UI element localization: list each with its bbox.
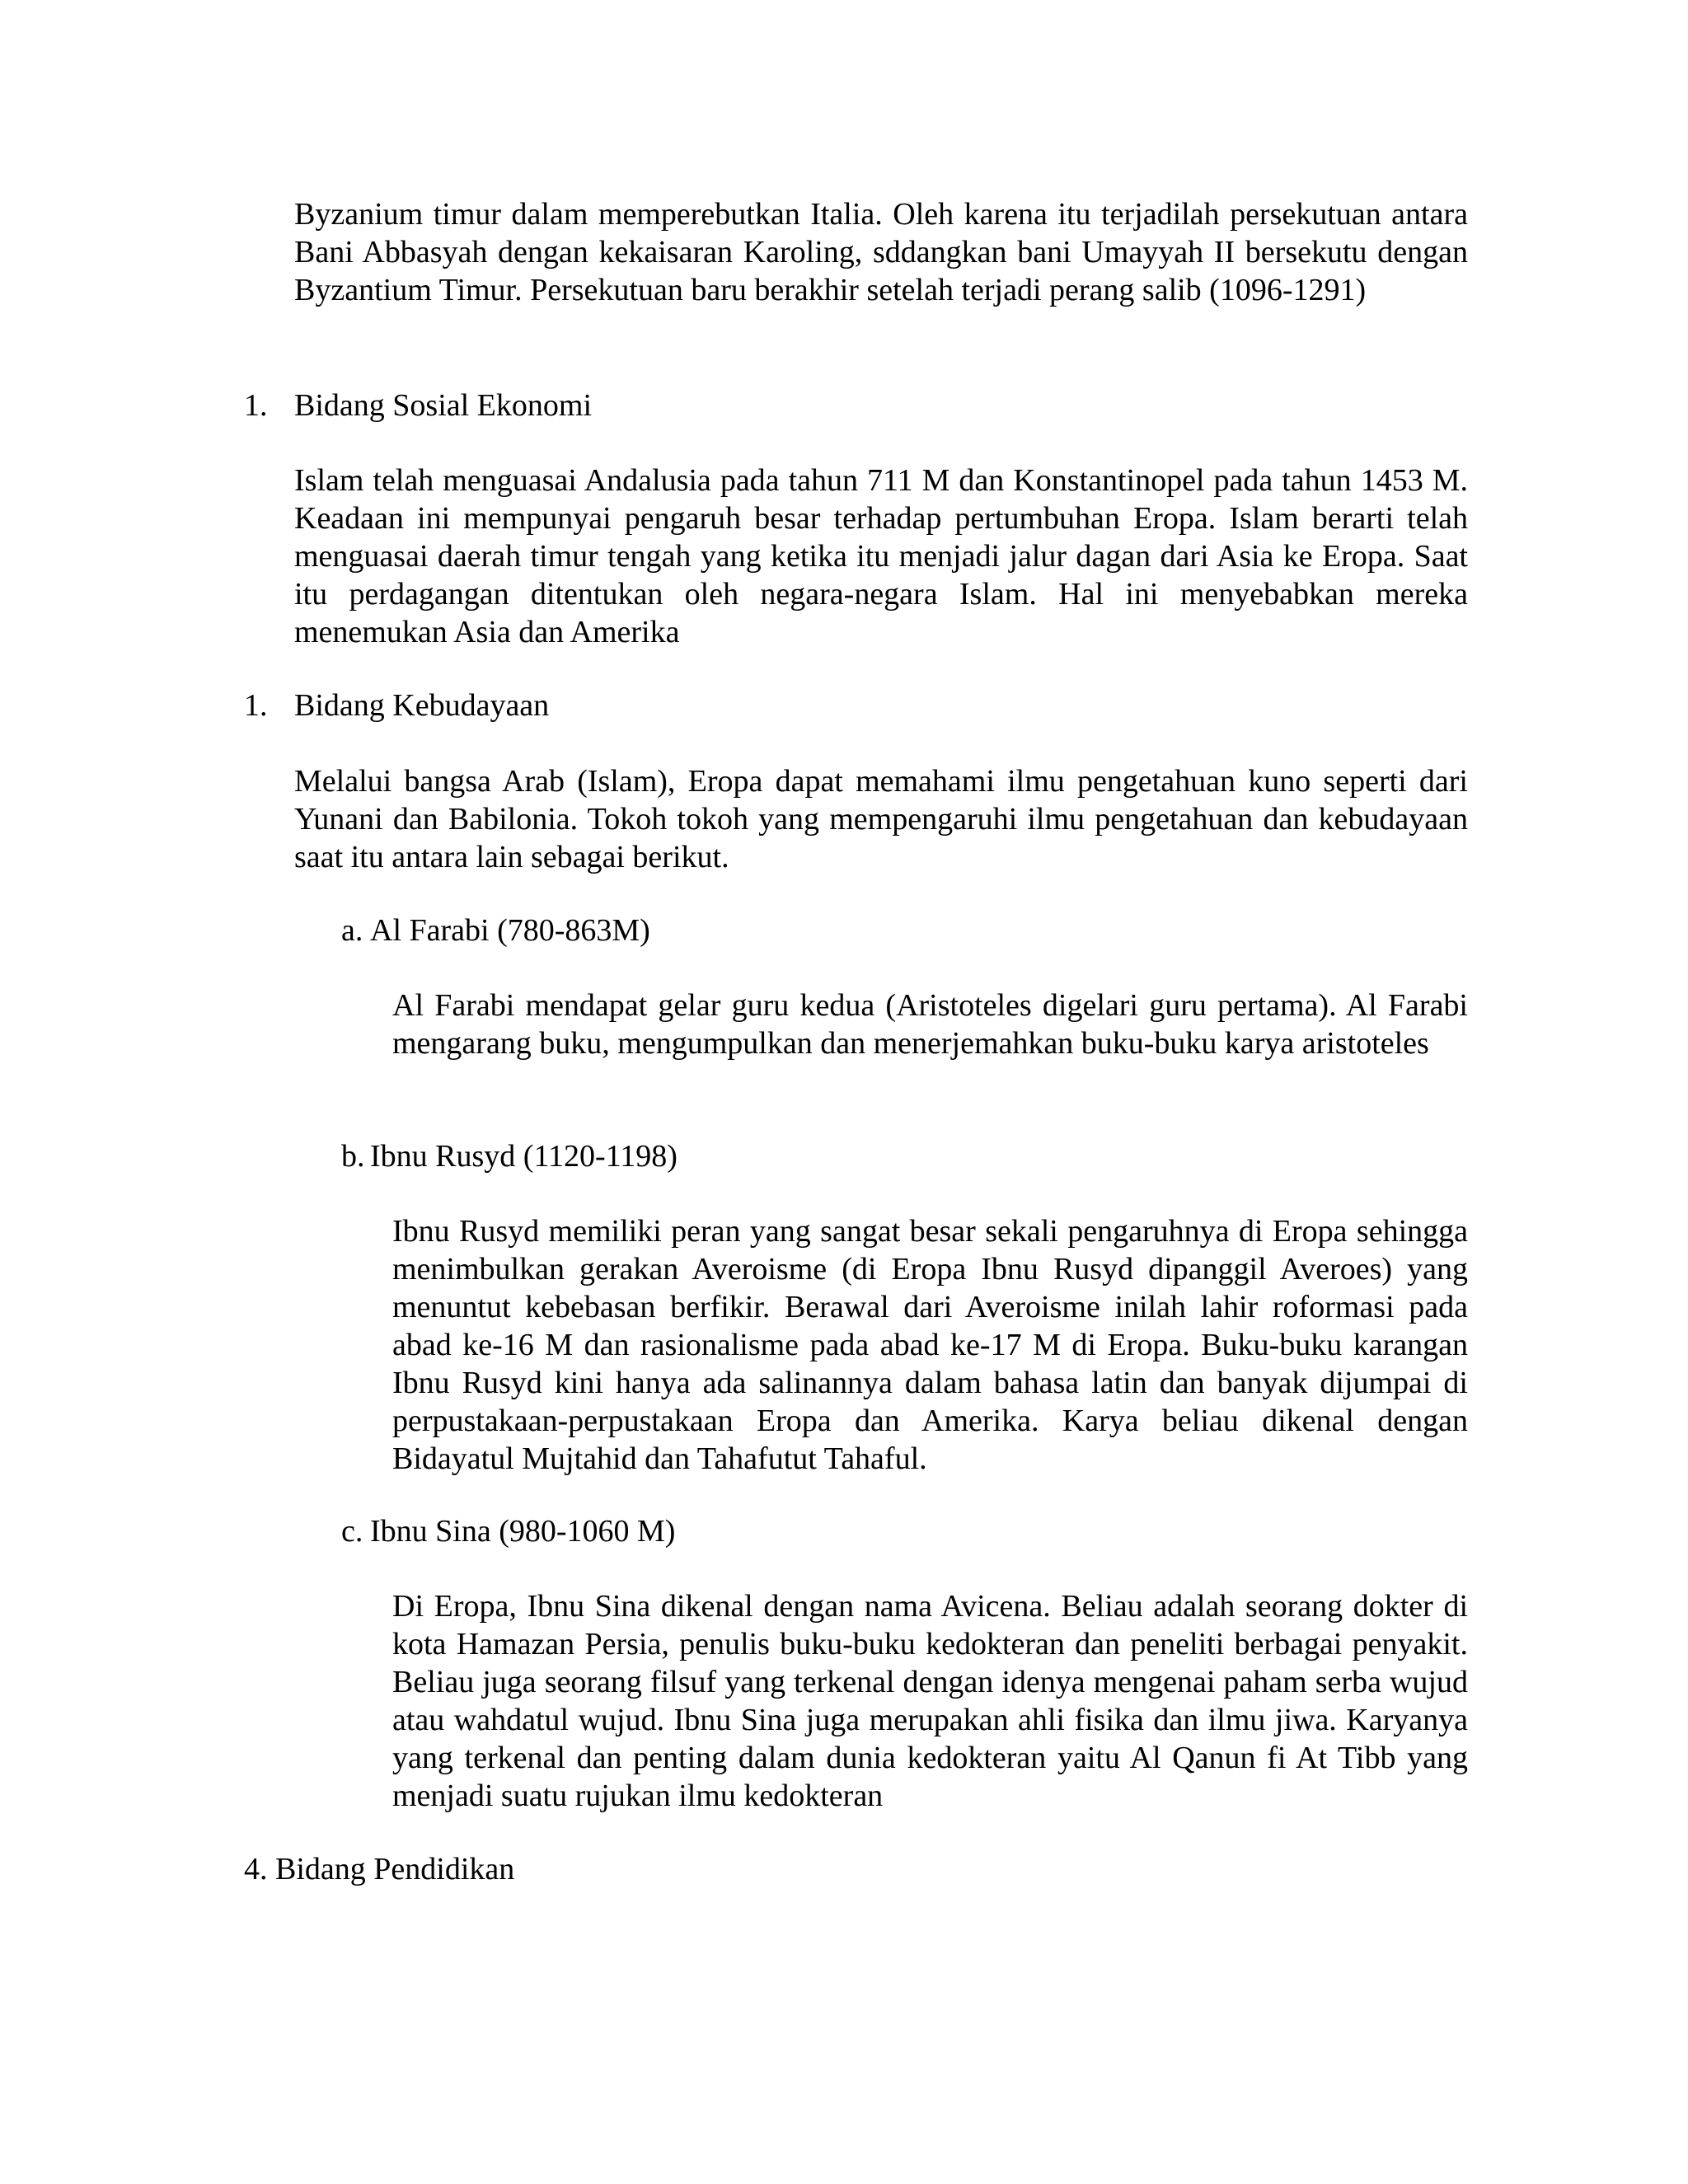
figure-body-ibnu-sina: Di Eropa, Ibnu Sina dikenal dengan nama Avicena. Beliau adalah seorang dokter di kota Hamazan Persia, penulis buku-buku kedokteran dan peneliti berbagai penyakit. Beliau juga seorang filsuf yang terkenal dengan idenya mengenai paham serba wujud atau wahdatul wujud. Ibnu Sina juga merupakan ahli fisika dan ilmu jiwa. Karyanya yang terkenal dan penting dalam dunia kedokteran yaitu Al Qanun fi At Tibb yang menjadi suatu rujukan ilmu kedokteran xyxy=(392,1589,1468,1813)
section-number: 1. xyxy=(244,388,268,423)
figure-title: Al Farabi (780-863M) xyxy=(370,913,650,948)
figure-title: Ibnu Rusyd (1120-1198) xyxy=(370,1139,678,1174)
section-body-kebudayaan: Melalui bangsa Arab (Islam), Eropa dapat memahami ilmu pengetahuan kuno seperti dari Yunani dan Babilonia. Tokoh tokoh yang mempengaruhi ilmu pengetahuan dan kebudayaan saat itu antara lain sebagai berikut. xyxy=(294,764,1468,874)
figure-body-al-farabi: Al Farabi mendapat gelar guru kedua (Aristoteles digelari guru pertama). Al Farabi mengarang buku, mengumpulkan dan menerjemahkan buku-buku karya aristoteles xyxy=(392,988,1468,1061)
figure-letter: a. xyxy=(341,913,363,948)
figure-letter: c. xyxy=(341,1514,363,1549)
section-number: 1. xyxy=(244,688,268,723)
figure-title: Ibnu Sina (980-1060 M) xyxy=(370,1514,676,1549)
figure-body-ibnu-rusyd: Ibnu Rusyd memiliki peran yang sangat besar sekali pengaruhnya di Eropa sehingga menimbulkan gerakan Averoisme (di Eropa Ibnu Rusyd dipanggil Averoes) yang menuntut kebebasan berfikir. Berawal dari Averoisme inilah lahir roformasi pada abad ke-16 M dan rasionalisme pada abad ke-17 M di Eropa. Buku-buku karangan Ibnu Rusyd kini hanya ada salinannya dalam bahasa latin dan banyak dijumpai di perpustakaan-perpustakaan Eropa dan Amerika. Karya beliau dikenal dengan Bidayatul Mujtahid dan Tahafutut Tahaful. xyxy=(392,1214,1468,1476)
section-title: Bidang Kebudayaan xyxy=(294,688,550,723)
section-number: 4. xyxy=(244,1852,268,1886)
intro-paragraph: Byzanium timur dalam memperebutkan Italia. Oleh karena itu terjadilah persekutuan antara Bani Abbasyah dengan kekaisaran Karoling, sddangkan bani Umayyah II bersekutu dengan Byzantium Timur. Persekutuan baru berakhir setelah terjadi perang salib (1096-1291) xyxy=(294,197,1468,307)
section-title: Bidang Sosial Ekonomi xyxy=(294,388,592,423)
section-body-sosial-ekonomi: Islam telah menguasai Andalusia pada tahun 711 M dan Konstantinopel pada tahun 1453 M. Keadaan ini mempunyai pengaruh besar terhadap pertumbuhan Eropa. Islam berarti telah menguasai daerah timur tengah yang ketika itu menjadi jalur dagan dari Asia ke Eropa. Saat itu perdagangan ditentukan oleh negara-negara Islam. Hal ini menyebabkan mereka menemukan Asia dan Amerika xyxy=(294,463,1468,649)
section-title: Bidang Pendidikan xyxy=(275,1852,515,1886)
figure-letter: b. xyxy=(341,1139,365,1174)
